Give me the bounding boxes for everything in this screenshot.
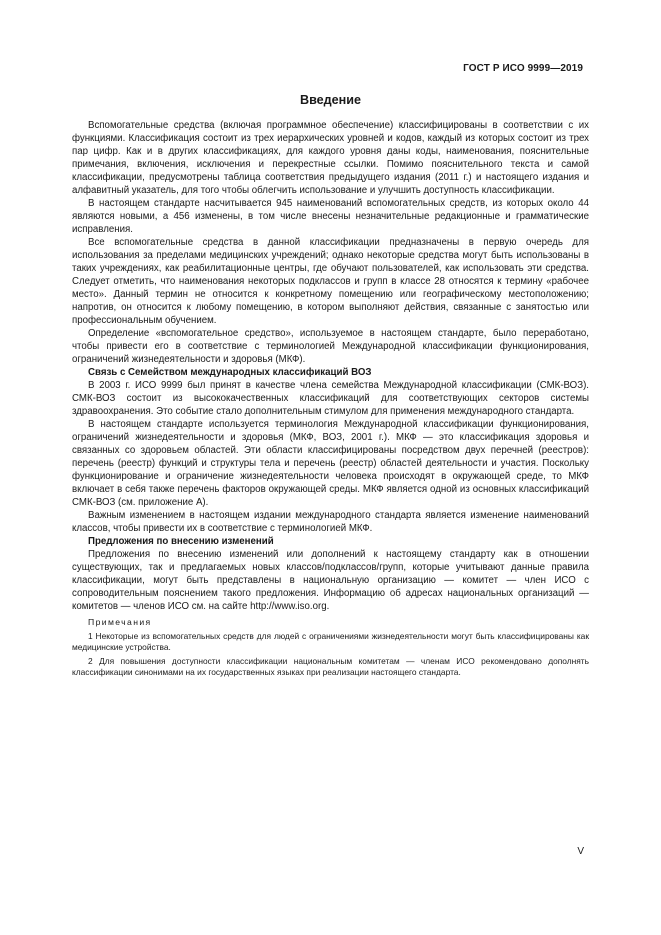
note-item: 1 Некоторые из вспомогательных средств для людей с ограничениями жизнедеятельности могут быть классифицированы как медицинские устройства. (72, 631, 589, 652)
body-text (72, 119, 589, 681)
notes-title: Примечания (88, 617, 152, 627)
paragraph: Все вспомогательные средства в данной классификации предназначены в первую очередь для использования за пределами медицинских учреждений; однако некоторые средства могут быть использованы в таких учреждениях, как реабилитационные центры, где обучают пользователей, как использовать эти средства. Следует отметить, что наименования некоторых подклассов и групп в классе 28 относятся к термину «рабочее место». Данный термин не относится к конкретному помещению или географическому местоположению; напротив, он относится к любому помещению, в котором выполняют действия, связанные с занятостью или профессиональным обучением. (72, 237, 589, 326)
paragraph: В настоящем стандарте насчитывается 945 наименований вспомогательных средств, из которых около 44 являются новыми, а 456 изменены, в том числе внесены незначительные редакционные и грамматические исправления. (72, 198, 589, 235)
note-item: 2 Для повышения доступности классификации национальным комитетам — членам ИСО рекомендовано дополнять классификации синонимами на их государственных языках при реализации настоящего стандарта. (72, 656, 589, 677)
paragraph: Определение «вспомогательное средство», используемое в настоящем стандарте, было переработано, чтобы привести его в соответствие с терминологией Международной классификации функционирования, ограничений жизнедеятельности и здоровья (МКФ). (72, 328, 589, 365)
subheading-who-relation: Связь с Семейством международных классификаций ВОЗ (88, 367, 372, 378)
paragraph: В 2003 г. ИСО 9999 был принят в качестве члена семейства Международной классификации (СМК-ВОЗ). СМК-ВОЗ состоит из высококачественных классификаций для соответствующих секторов системы здравоохранения. Это событие стало дополнительным стимулом для применения международного стандарта. (72, 380, 589, 417)
paragraph: В настоящем стандарте используется терминология Международной классификации функционирования, ограничений жизнедеятельности и здоровья (МКФ, ВОЗ, 2001 г.). МКФ — это классификация здоровья и связанных со здоровьем областей. Эти области классифицированы посредством двух перечней (реестров): перечень (реестр) функций и структуры тела и перечень (реестр) областей деятельности и участия. Поскольку функционирование и ограничение жизнедеятельности человека происходят в окружающей среде, то МКФ включает в себя также перечень факторов окружающей среды. МКФ является одной из основных классификаций СМК-ВОЗ (см. приложение А). (72, 419, 589, 508)
subheading-change-proposals: Предложения по внесению изменений (88, 536, 274, 547)
paragraph: Вспомогательные средства (включая программное обеспечение) классифицированы в соответствии с их функциями. Классификация состоит из трех иерархических уровней и кодов, каждый из которых состоит из трех пар цифр. Как и в других классификациях, для каждого уровня даны коды, наименования, пояснительные примечания, включения, исключения и перекрестные ссылки. Помимо пояснительного текста и самой классификации, предусмотрены таблица соответствия предыдущего издания (2011 г.) и настоящего издания и алфавитный указатель, для того чтобы облегчить использование и улучшить доступность классификации. (72, 120, 589, 196)
paragraph: Предложения по внесению изменений или дополнений к настоящему стандарту как в отношении существующих, так и предлагаемых новых классов/подклассов/групп, которые учитывают данные правила классификации, могут быть представлены в национальную организацию — комитет — член ИСО с сопроводительным пояснением такого предложения. Информацию об адресах национальных организаций — комитетов — членов ИСО см. на сайте http://www.iso.org. (72, 549, 589, 612)
section-title: Введение (299, 93, 362, 107)
paragraph: Важным изменением в настоящем издании международного стандарта является изменение наименований классов, чтобы привести их в соответствие с терминологией МКФ. (72, 510, 589, 534)
standard-id-header: ГОСТ Р ИСО 9999—2019 (463, 63, 583, 74)
page-number: V (577, 846, 584, 857)
